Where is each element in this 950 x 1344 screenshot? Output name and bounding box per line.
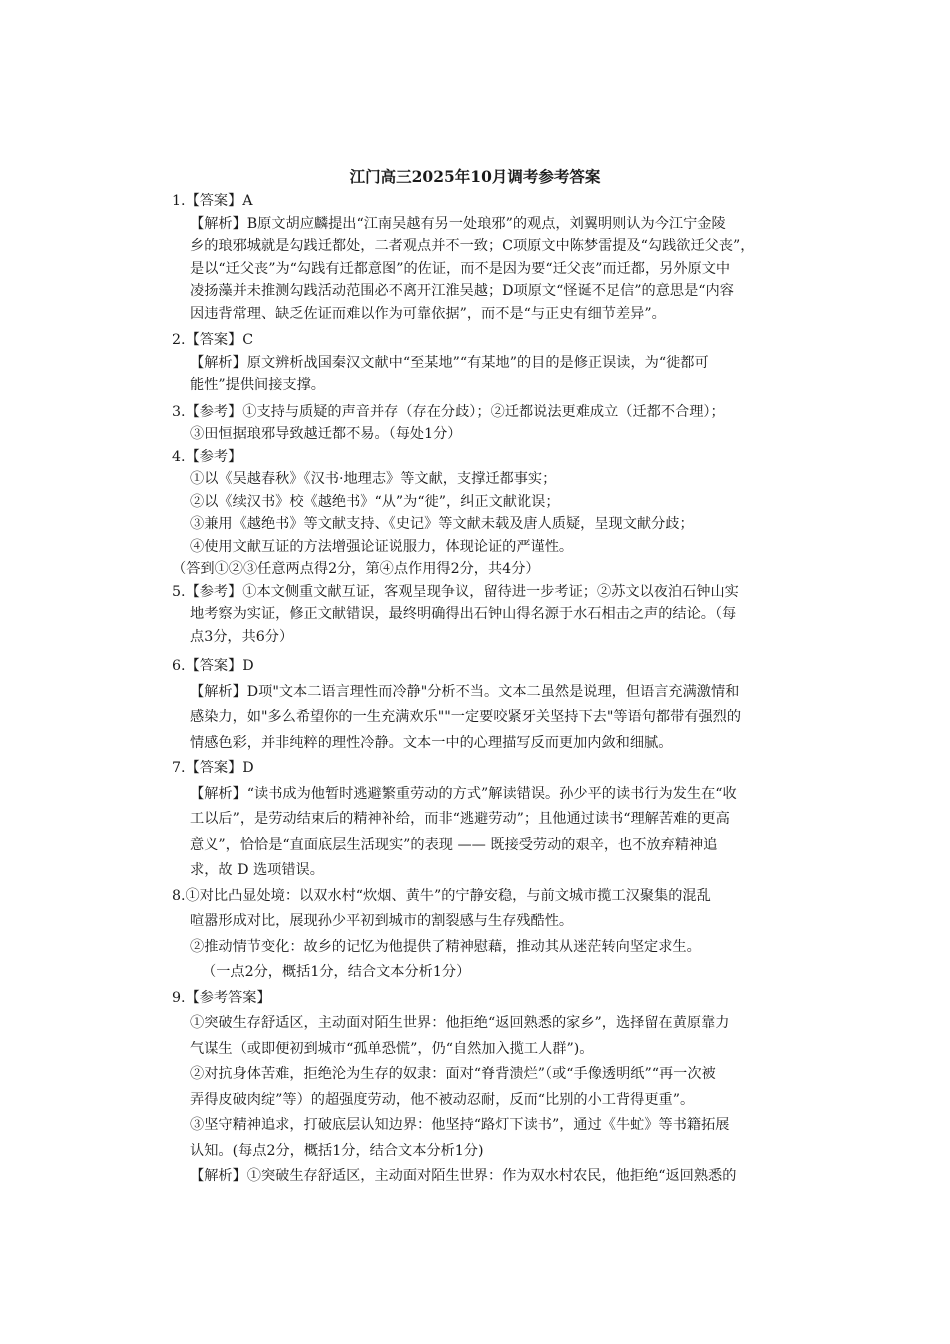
analysis-line: 工以后”，是劳动结束后的精神补给，而非“逃避劳动”；且他通过读书“理解苦难的更高 [190, 811, 730, 827]
analysis-line: 是以“迁父丧”为“勾践有迁都意图”的佐证，而不是因为要“迁父丧”而迁都，另外原文中 [190, 260, 731, 277]
analysis-line: 能性”提供间接支撑。 [190, 377, 325, 393]
reference-line: 气谋生（或即便初到城市“孤单恐慌”，仍“自然加入揽工人群”)。 [190, 1040, 594, 1057]
question-9-reference: 9.【参考答案】 [172, 989, 271, 1006]
question-4-reference: 4.【参考】 [172, 448, 243, 465]
question-9 [172, 986, 787, 1190]
reference-point: ①以《吴越春秋》《汉书·地理志》等文献，支撑迁都事实； [190, 471, 557, 487]
question-1 [172, 190, 787, 325]
reference-line: ③田恒据琅邪导致越迁都不易。（每处1分） [190, 426, 462, 442]
question-6-answer: 6.【答案】D [172, 658, 254, 674]
analysis-line: 凌扬藻并未推测勾践活动范围必不离开江淮吴越；D项原文“怪诞不足信”的意思是“内容 [190, 283, 734, 299]
analysis-line: 乡的琅邪城就是勾践迁都处，二者观点并不一致；C项原文中陈梦雷提及“勾践欲迁父丧”， [190, 238, 755, 254]
reference-line: 认知。(每点2分，概括1分，结合文本分析1分) [190, 1142, 484, 1159]
analysis-line: 【解析】“读书成为他暂时逃避繁重劳动的方式”解读错误。孙少平的读书行为发生在“收 [190, 785, 737, 802]
question-5 [172, 581, 787, 649]
analysis-line: 情感色彩，并非纯粹的理性冷静。文本一中的心理描写反而更加内敛和细腻。 [190, 734, 673, 751]
analysis-line: 因违背常理、缺乏佐证而难以作为可靠依据”，而不是“与正史有细节差异”。 [190, 305, 666, 322]
question-5-reference: 5.【参考】①本文侧重文献互证，客观呈现争议，留待进一步考证；②苏文以夜泊石钟山实 [172, 583, 739, 600]
question-3 [172, 401, 787, 446]
answer-content [172, 190, 787, 1190]
question-2 [172, 329, 787, 397]
reference-point: ④使用文献互证的方法增强论证说服力，体现论证的严谨性。 [190, 538, 574, 555]
question-6 [172, 654, 787, 756]
question-8-point-2: ②推动情节变化：故乡的记忆为他提供了精神慰藉，推动其从迷茫转向坚定求生。 [190, 938, 701, 955]
page-title: 江门高三2025年10月调考参考答案 [349, 167, 601, 186]
scoring-note: （一点2分，概括1分，结合文本分析1分） [202, 964, 471, 980]
reference-point: ①突破生存舒适区，主动面对陌生世界：他拒绝“返回熟悉的家乡”，选择留在黄原靠力 [190, 1015, 730, 1031]
reference-point: ②以《续汉书》校《越绝书》“从”为“徙”，纠正文献讹误； [190, 493, 560, 510]
question-1-answer: 1.【答案】A [172, 193, 253, 209]
analysis-line: 意义”，恰恰是“直面底层生活现实”的表现 —— 既接受劳动的艰辛，也不放弃精神追 [190, 836, 718, 853]
question-7-answer: 7.【答案】D [172, 760, 254, 776]
question-7 [172, 756, 787, 884]
reference-point: ③兼用《越绝书》等文献支持、《史记》等文献未载及唐人质疑，呈现文献分歧； [190, 516, 694, 532]
question-8-point-1: 8.①对比凸显处境：以双水村“炊烟、黄牛”的宁静安稳，与前文城市揽工汉聚集的混乱 [172, 887, 711, 904]
reference-point: ③坚守精神追求，打破底层认知边界：他坚持“路灯下读书”，通过《牛虻》等书籍拓展 [190, 1117, 730, 1133]
analysis-line: 感染力，如"多么希望你的一生充满欢乐""一定要咬紧牙关坚持下去"等语句都带有强烈的 [190, 709, 742, 725]
question-2-answer: 2.【答案】C [172, 332, 254, 348]
scoring-note: （答到①②③任意两点得2分，第④点作用得2分，共4分） [172, 561, 540, 577]
analysis-line: 求，故 D 选项错误。 [190, 862, 324, 878]
question-8 [172, 884, 787, 986]
reference-point: ②对抗身体苦难，拒绝沦为生存的奴隶：面对“脊背溃烂”（或“手像透明纸”“再一次被 [190, 1066, 716, 1082]
question-4 [172, 446, 787, 581]
reference-line: 点3分，共6分） [190, 628, 294, 645]
analysis-line: 【解析】D项"文本二语言理性而冷静"分析不当。文本二虽然是说理，但语言充满激情和 [190, 683, 740, 700]
reference-line: 弄得皮破肉绽”等）的超强度劳动，他不被动忍耐，反而“比别的小工背得更重”。 [190, 1091, 695, 1108]
analysis-line: 【解析】B原文胡应麟提出“江南吴越有另一处琅邪”的观点，刘翼明则认为今江宁金陵 [190, 215, 726, 232]
analysis-line: 【解析】原文辨析战国秦汉文献中“至某地”“有某地”的目的是修正误读，为“徙都可 [190, 354, 709, 371]
question-3-reference: 3.【参考】①支持与质疑的声音并存（存在分歧）；②迁都说法更难成立（迁都不合理）； [172, 403, 725, 420]
reference-line: 喧嚣形成对比，展现孙少平初到城市的割裂感与生存残酷性。 [190, 913, 574, 929]
analysis-line: 【解析】①突破生存舒适区，主动面对陌生世界：作为双水村农民，他拒绝“返回熟悉的 [190, 1168, 737, 1184]
reference-line: 地考察为实证，修正文献错误，最终明确得出石钟山得名源于水石相击之声的结论。（每 [190, 606, 737, 622]
